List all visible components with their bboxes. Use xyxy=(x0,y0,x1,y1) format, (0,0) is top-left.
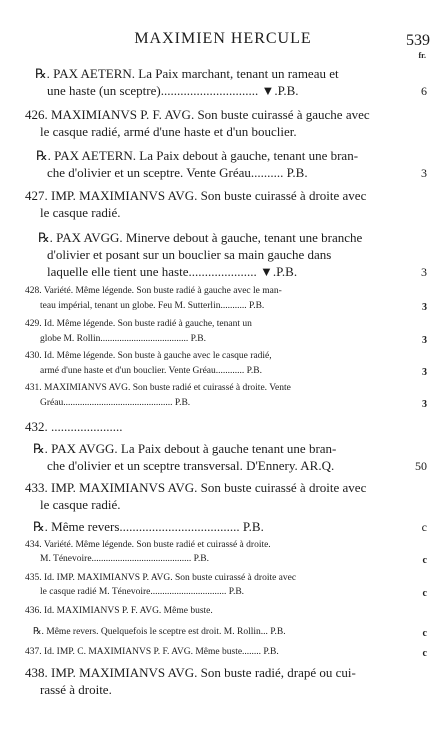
entry-line: che d'olivier et un sceptre transversal. D'Ennery. AR.Q. xyxy=(47,458,335,473)
entry-line: 427. IMP. MAXIMIANVS AVG. Son buste cuirassé à droite avec xyxy=(25,188,367,203)
entry-line: une haste (un sceptre).............................. ▼.P.B. xyxy=(47,83,299,98)
entry-line: 431. MAXIMIANVS AVG. Son buste radié et cuirassé à droite. Vente xyxy=(25,383,291,393)
entry-line: laquelle elle tient une haste..................... ▼.P.B. xyxy=(47,264,298,279)
entry-line: 426. MAXIMIANVS P. F. AVG. Son buste cuirassé à gauche avec xyxy=(25,107,370,122)
entry-price: c xyxy=(422,648,427,659)
page-number: 539 xyxy=(406,32,430,49)
entry-price: 3 xyxy=(422,302,427,313)
entry-price: c xyxy=(421,520,427,534)
entry-line: che d'olivier et un sceptre. Vente Gréau.......... P.B. xyxy=(47,165,308,180)
entry-price: c xyxy=(422,628,427,639)
entry-price: 3 xyxy=(421,265,427,279)
entry-line: le casque radié M. Ténevoire................................ P.B. xyxy=(40,587,245,597)
entry-price: 50 xyxy=(415,459,427,473)
entry-price: 3 xyxy=(421,166,427,180)
entry-line: 434. Variété. Même légende. Son buste radié et cuirassé à droite. xyxy=(25,540,271,550)
entry-line: 436. Id. MAXIMIANVS P. F. AVG. Même buste. xyxy=(25,606,213,616)
entry-line: ℞. Même revers. Quelquefois le sceptre est droit. M. Rollin... P.B. xyxy=(33,627,286,637)
entry-line: 430. Id. Même légende. Son buste à gauche avec le casque radié, xyxy=(25,351,272,361)
entry-line: le casque radié, armé d'une haste et d'un bouclier. xyxy=(40,124,297,139)
entry-line: 435. Id. IMP. MAXIMIANVS P. AVG. Son buste cuirassé à droite avec xyxy=(25,573,297,583)
entry-price: 3 xyxy=(422,367,427,378)
entry-line: d'olivier et posant sur un bouclier sa main gauche dans xyxy=(47,247,332,262)
entry-line: 438. IMP. MAXIMIANVS AVG. Son buste radié, drapé ou cui- xyxy=(25,665,356,680)
page-header xyxy=(0,30,446,60)
entry-line: 433. IMP. MAXIMIANVS AVG. Son buste cuirassé à droite avec xyxy=(25,480,367,495)
running-title: MAXIMIEN HERCULE xyxy=(134,30,312,47)
entry-line: ℞. PAX AETERN. La Paix marchant, tenant un rameau et xyxy=(35,66,339,81)
entry-line: le casque radié. xyxy=(40,205,121,220)
entry-line: globe M. Rollin..................................... P.B. xyxy=(40,334,206,344)
entry-line: ℞. PAX AETERN. La Paix debout à gauche, tenant une bran- xyxy=(36,148,359,163)
currency-unit: fr. xyxy=(418,51,426,60)
entry-line: armé d'une haste et d'un bouclier. Vente Gréau............ P.B. xyxy=(40,366,262,376)
entry-line: Gréau.............................................. P.B. xyxy=(40,398,191,408)
entry-price: c xyxy=(422,588,427,599)
entry-line: teau impérial, tenant un globe. Feu M. Sutterlin........... P.B. xyxy=(40,301,265,311)
entry-line: M. Ténevoire.......................................... P.B. xyxy=(40,554,209,564)
entry-price: c xyxy=(422,555,427,566)
entry-line: 428. Variété. Même légende. Son buste radié à gauche avec le man- xyxy=(25,286,282,296)
entry-price: 3 xyxy=(422,335,427,346)
entry-line: rassé à droite. xyxy=(40,682,112,697)
entry-line: 429. Id. Même légende. Son buste radié à gauche, tenant un xyxy=(25,319,252,329)
entry-price: 3 xyxy=(422,399,427,410)
entry-line: 432. ...................... xyxy=(25,419,123,434)
entry-line: 437. Id. IMP. C. MAXIMIANVS P. F. AVG. Même buste........ P.B. xyxy=(25,647,279,657)
entry-line: le casque radié. xyxy=(40,497,121,512)
entry-line: ℞. PAX AVGG. La Paix debout à gauche tenant une bran- xyxy=(33,441,337,456)
entry-price: 6 xyxy=(421,84,427,98)
entry-line: ℞. PAX AVGG. Minerve debout à gauche, tenant une branche xyxy=(38,230,363,245)
entry-line: ℞. Même revers..................................... P.B. xyxy=(33,519,264,534)
